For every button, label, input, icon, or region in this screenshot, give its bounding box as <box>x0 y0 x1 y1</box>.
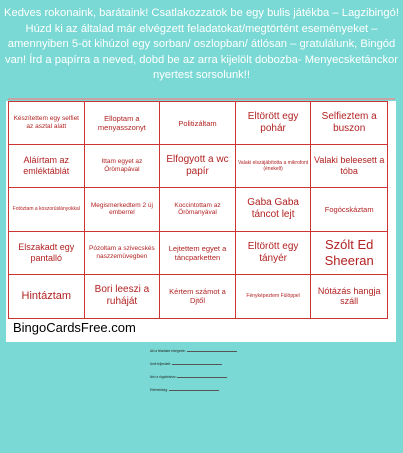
bingo-cell[interactable]: Gaba Gaba táncot lejt <box>236 188 312 231</box>
bingo-cell[interactable]: Készítettem egy selfiet az asztal alatt <box>9 102 85 145</box>
signature-line <box>150 358 270 371</box>
bingo-cell[interactable]: Elloptam a menyasszonyt <box>85 102 161 145</box>
signature-line <box>150 384 270 397</box>
bingo-cell[interactable]: Politizáltam <box>160 102 236 145</box>
intro-text: Kedves rokonaink, barátaink! Csatlakozzatok be egy bulis játékba – Lagzibingó! Húzd ki az általad már elvégzett feladatokat/megtörtént eseményeket – amennyiben 5-öt kihúzol egy sorban/ oszlopban/ átlósan – gratulálunk, Bingód van! Írd a papírra a neved, dobd be az arra kijelölt dobozba- Menyecsketánckor nyertest sorsolunk!! <box>4 7 399 81</box>
bingo-card <box>6 101 396 342</box>
bingo-cell[interactable]: Bori leeszi a ruháját <box>85 275 161 318</box>
bingo-cell[interactable]: Eltörött egy pohár <box>236 102 312 145</box>
bingo-cell[interactable]: Ittam egyet az Örömapával <box>85 145 161 188</box>
bingo-cell[interactable]: Megismerkedtem 2 új emberrel <box>85 188 161 231</box>
signature-line <box>150 371 270 384</box>
bingo-cell[interactable]: Koccintottam az Örömanyával <box>160 188 236 231</box>
divider <box>8 98 395 100</box>
bingo-cell[interactable]: Valaki beleesett a tóba <box>311 145 387 188</box>
signature-line <box>150 345 270 358</box>
bingo-cell[interactable]: Kértem számot a Djtől <box>160 275 236 318</box>
bingo-cell[interactable]: Lejtettem egyet a táncparketten <box>160 232 236 275</box>
bingo-cell[interactable]: Pózoltam a szivecskés naszzemüvegben <box>85 232 161 275</box>
bingo-cell[interactable]: Valaki elszájábította a mikrofont (énekelt) <box>236 145 312 188</box>
bingo-cell[interactable]: Selfieztem a buszon <box>311 102 387 145</box>
bingo-cell[interactable]: Fogócskáztam <box>311 188 387 231</box>
bingo-cell[interactable]: Elszakadt egy pantalló <box>9 232 85 275</box>
bingo-cell[interactable]: Hintáztam <box>9 275 85 318</box>
signature-label: Név a rögzítéshez: <box>150 375 177 379</box>
signature-label: Aki a feladatot elvégezte: <box>150 349 186 353</box>
bingo-cell[interactable]: Fotóztam a koszorúslányokkal <box>9 188 85 231</box>
signature-label: Amit teljesített: <box>150 362 171 366</box>
bingo-grid <box>8 101 388 319</box>
bingo-cell[interactable]: Nótázás hangja száll <box>317 285 381 307</box>
bingo-cell[interactable]: Elfogyott a wc papír <box>160 145 236 188</box>
bingo-cell[interactable]: Eltörött egy tányér <box>236 232 312 275</box>
brand-watermark[interactable]: BingoCardsFree.com <box>13 320 136 335</box>
bingo-cell[interactable]: Szólt Ed Sheeran <box>311 232 387 275</box>
signature-label: Elérhetőség: <box>150 388 168 392</box>
bingo-cell[interactable]: Fényképeztem Fülöppel <box>236 275 312 318</box>
bingo-cell[interactable]: Aláírtam az emléktáblát <box>9 145 85 188</box>
signature-lines <box>150 345 270 397</box>
